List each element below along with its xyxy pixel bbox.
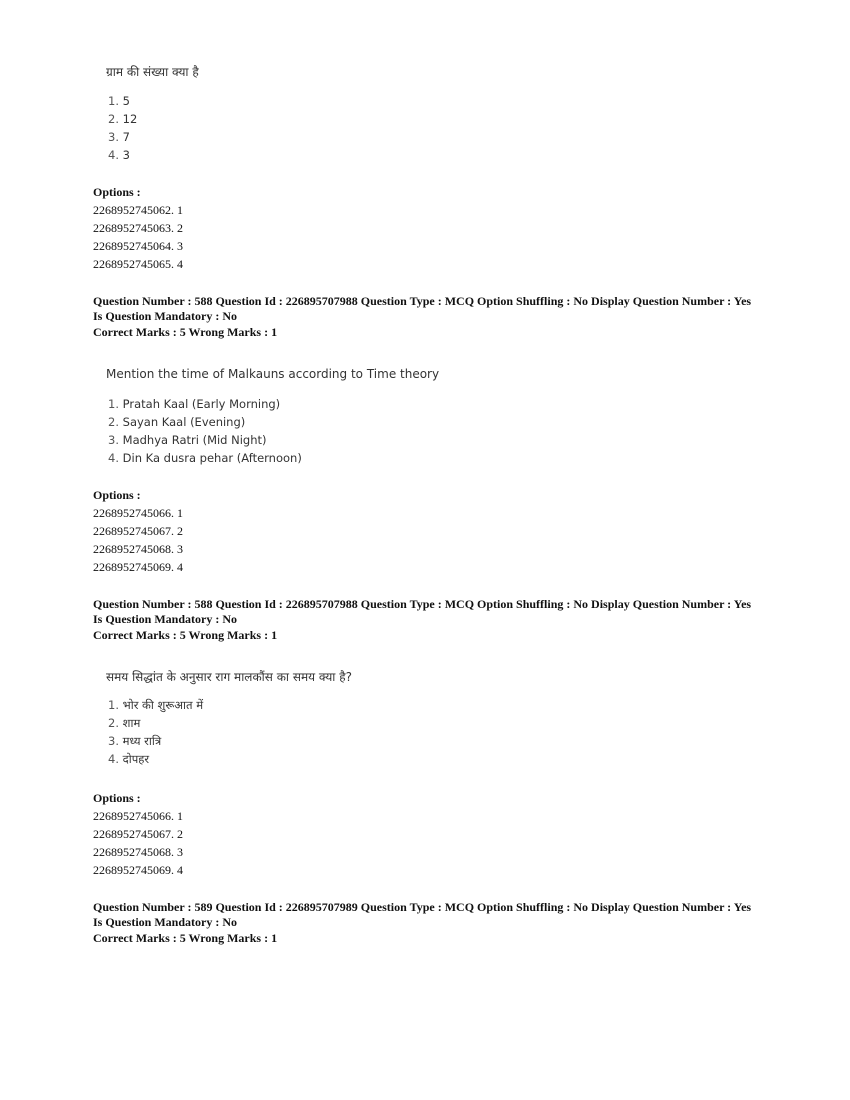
- choice-list: [108, 92, 137, 164]
- choice-item: [108, 413, 302, 431]
- choice-number: 2.: [108, 415, 119, 429]
- options-block: [93, 486, 183, 576]
- question-meta: [93, 294, 763, 340]
- option-row: 2268952745062. 1: [93, 203, 183, 217]
- options-block: [93, 789, 183, 879]
- option-row: 2268952745063. 2: [93, 221, 183, 235]
- choice-text: 5: [122, 94, 130, 108]
- choice-text: भोर की शुरूआत में: [122, 698, 204, 712]
- meta-line: Question Number : 588 Question Id : 226895707988 Question Type : MCQ Option Shuffling : No Display Question Number : Yes Is Question Mandatory : No: [93, 294, 752, 323]
- meta-line: Question Number : 588 Question Id : 226895707988 Question Type : MCQ Option Shuffling : No Display Question Number : Yes Is Question Mandatory : No: [93, 597, 752, 626]
- marks-line: Correct Marks : 5 Wrong Marks : 1: [93, 931, 278, 945]
- choice-item: [108, 696, 203, 714]
- choice-text: Madhya Ratri (Mid Night): [122, 433, 267, 447]
- question-text: Mention the time of Malkauns according to Time theory: [106, 367, 440, 381]
- choice-text: 3: [122, 148, 130, 162]
- choice-text: मध्य रात्रि: [122, 734, 162, 748]
- choice-item: [108, 92, 137, 110]
- question-text: समय सिद्धांत के अनुसार राग मालकौंस का समय क्या है?: [106, 670, 352, 684]
- option-row: 2268952745064. 3: [93, 239, 183, 253]
- choice-text: दोपहर: [122, 752, 150, 766]
- choice-number: 4.: [108, 148, 119, 162]
- choice-text: 7: [122, 130, 130, 144]
- choice-number: 3.: [108, 734, 119, 748]
- options-label: Options :: [93, 185, 141, 199]
- choice-list: [108, 395, 302, 467]
- option-row: 2268952745067. 2: [93, 524, 183, 538]
- choice-item: [108, 714, 203, 732]
- choice-item: [108, 750, 203, 768]
- meta-line: Question Number : 589 Question Id : 226895707989 Question Type : MCQ Option Shuffling : No Display Question Number : Yes Is Question Mandatory : No: [93, 900, 752, 929]
- choice-number: 1.: [108, 94, 119, 108]
- question-meta: [93, 597, 763, 643]
- choice-number: 3.: [108, 130, 119, 144]
- choice-text: Din Ka dusra pehar (Afternoon): [122, 451, 302, 465]
- choice-text: शाम: [122, 716, 141, 730]
- option-row: 2268952745068. 3: [93, 542, 183, 556]
- choice-item: [108, 128, 137, 146]
- choice-item: [108, 449, 302, 467]
- choice-text: Pratah Kaal (Early Morning): [122, 397, 281, 411]
- option-row: 2268952745066. 1: [93, 809, 183, 823]
- choice-item: [108, 110, 137, 128]
- options-label: Options :: [93, 488, 141, 502]
- choice-item: [108, 146, 137, 164]
- choice-number: 2.: [108, 716, 119, 730]
- choice-number: 1.: [108, 698, 119, 712]
- marks-line: Correct Marks : 5 Wrong Marks : 1: [93, 628, 278, 642]
- choice-item: [108, 395, 302, 413]
- choice-number: 3.: [108, 433, 119, 447]
- option-row: 2268952745066. 1: [93, 506, 183, 520]
- option-row: 2268952745068. 3: [93, 845, 183, 859]
- choice-number: 1.: [108, 397, 119, 411]
- option-row: 2268952745069. 4: [93, 863, 183, 877]
- question-text: ग्राम की संख्या क्या है: [106, 65, 199, 79]
- choice-item: [108, 431, 302, 449]
- choice-number: 4.: [108, 451, 119, 465]
- choice-item: [108, 732, 203, 750]
- marks-line: Correct Marks : 5 Wrong Marks : 1: [93, 325, 278, 339]
- options-block: [93, 183, 183, 273]
- choice-text: 12: [122, 112, 138, 126]
- option-row: 2268952745067. 2: [93, 827, 183, 841]
- choice-number: 4.: [108, 752, 119, 766]
- choice-number: 2.: [108, 112, 119, 126]
- question-meta: [93, 900, 763, 946]
- choice-text: Sayan Kaal (Evening): [122, 415, 246, 429]
- option-row: 2268952745069. 4: [93, 560, 183, 574]
- choice-list: [108, 696, 203, 768]
- options-label: Options :: [93, 791, 141, 805]
- option-row: 2268952745065. 4: [93, 257, 183, 271]
